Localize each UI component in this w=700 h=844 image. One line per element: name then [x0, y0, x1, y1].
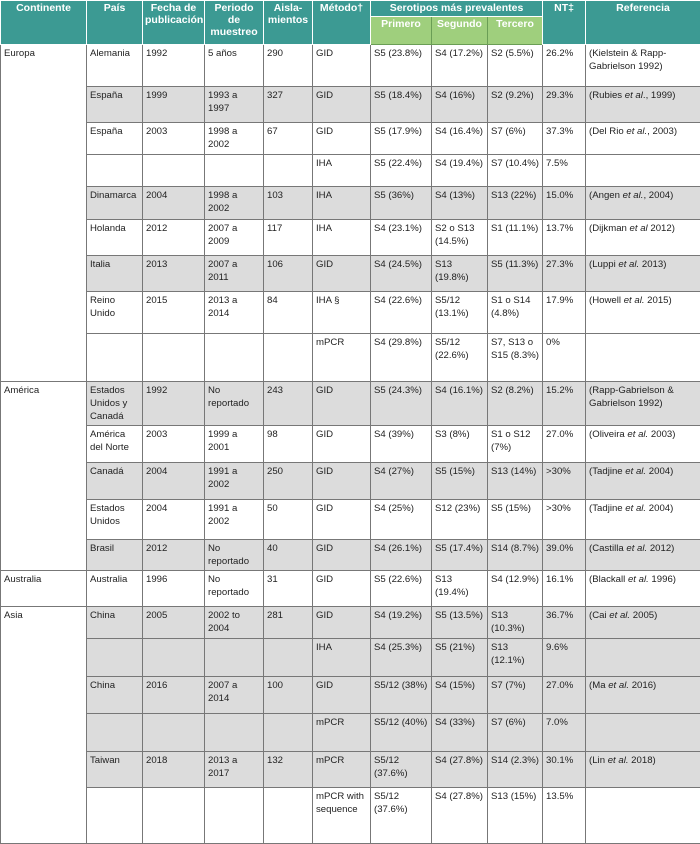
- cell-referencia: [586, 639, 700, 677]
- cell-primero: S5 (36%): [371, 187, 432, 220]
- cell-metodo: GID: [313, 426, 371, 463]
- cell-referencia: (Blackall et al. 1996): [586, 571, 700, 607]
- cell-aislamientos: 100: [264, 677, 313, 714]
- cell-segundo: S4 (19.4%): [432, 155, 488, 187]
- cell-pais: [87, 714, 143, 752]
- cell-periodo: No reportado: [205, 540, 264, 571]
- cell-referencia: (Kielstein & Rapp-Gabrielson 1992): [586, 45, 700, 87]
- cell-primero: S5/12 (40%): [371, 714, 432, 752]
- cell-periodo: 1991 a 2002: [205, 463, 264, 500]
- cell-pais: Italia: [87, 256, 143, 292]
- cell-periodo: 2013 a 2017: [205, 752, 264, 788]
- cell-tercero: S7 (6%): [488, 714, 543, 752]
- cell-fecha: 2004: [143, 463, 205, 500]
- cell-primero: S4 (25.3%): [371, 639, 432, 677]
- cell-primero: S4 (26.1%): [371, 540, 432, 571]
- cell-primero: S5 (23.8%): [371, 45, 432, 87]
- cell-segundo: S5 (21%): [432, 639, 488, 677]
- header-periodo: Periodo de muestreo: [205, 1, 264, 45]
- cell-fecha: 2016: [143, 677, 205, 714]
- cell-referencia: (Oliveira et al. 2003): [586, 426, 700, 463]
- cell-nt: 13.5%: [543, 788, 586, 844]
- cell-aislamientos: 50: [264, 500, 313, 540]
- cell-metodo: IHA §: [313, 292, 371, 334]
- cell-nt: 15.0%: [543, 187, 586, 220]
- cell-tercero: S14 (2.3%): [488, 752, 543, 788]
- cell-periodo: No reportado: [205, 382, 264, 426]
- cell-segundo: S5 (13.5%): [432, 607, 488, 639]
- cell-pais: [87, 788, 143, 844]
- cell-fecha: 2005: [143, 607, 205, 639]
- header-referencia: Referencia: [586, 1, 700, 45]
- cell-fecha: [143, 788, 205, 844]
- cell-tercero: S2 (5.5%): [488, 45, 543, 87]
- cell-tercero: S14 (8.7%): [488, 540, 543, 571]
- cell-segundo: S5/12 (13.1%): [432, 292, 488, 334]
- cell-referencia: (Howell et al. 2015): [586, 292, 700, 334]
- cell-aislamientos: 103: [264, 187, 313, 220]
- cell-segundo: S5 (17.4%): [432, 540, 488, 571]
- cell-referencia: [586, 155, 700, 187]
- cell-nt: 7.5%: [543, 155, 586, 187]
- cell-periodo: 5 años: [205, 45, 264, 87]
- cell-fecha: 2003: [143, 123, 205, 155]
- cell-metodo: mPCR with sequence: [313, 788, 371, 844]
- cell-primero: S5/12 (37.6%): [371, 788, 432, 844]
- cell-fecha: [143, 334, 205, 382]
- cell-segundo: S13 (19.4%): [432, 571, 488, 607]
- cell-segundo: S4 (13%): [432, 187, 488, 220]
- cell-metodo: mPCR: [313, 752, 371, 788]
- cell-fecha: [143, 639, 205, 677]
- cell-metodo: GID: [313, 677, 371, 714]
- cell-primero: S4 (22.6%): [371, 292, 432, 334]
- cell-tercero: S7 (7%): [488, 677, 543, 714]
- cell-metodo: IHA: [313, 187, 371, 220]
- cell-referencia: [586, 788, 700, 844]
- cell-aislamientos: 132: [264, 752, 313, 788]
- cell-periodo: [205, 155, 264, 187]
- cell-segundo: S4 (15%): [432, 677, 488, 714]
- cell-aislamientos: 327: [264, 87, 313, 123]
- cell-referencia: (Angen et al., 2004): [586, 187, 700, 220]
- cell-aislamientos: 117: [264, 220, 313, 256]
- cell-tercero: S13 (22%): [488, 187, 543, 220]
- cell-primero: S5 (22.4%): [371, 155, 432, 187]
- cell-metodo: IHA: [313, 639, 371, 677]
- cell-periodo: [205, 788, 264, 844]
- cell-metodo: GID: [313, 45, 371, 87]
- header-segundo: Segundo: [432, 17, 488, 45]
- cell-nt: 30.1%: [543, 752, 586, 788]
- cell-metodo: GID: [313, 540, 371, 571]
- cell-nt: 0%: [543, 334, 586, 382]
- cell-nt: 27.3%: [543, 256, 586, 292]
- cell-tercero: S4 (12.9%): [488, 571, 543, 607]
- cell-pais: América del Norte: [87, 426, 143, 463]
- cell-metodo: GID: [313, 571, 371, 607]
- cell-fecha: 1992: [143, 382, 205, 426]
- cell-periodo: No reportado: [205, 571, 264, 607]
- cell-segundo: S12 (23%): [432, 500, 488, 540]
- cell-metodo: GID: [313, 500, 371, 540]
- cell-tercero: S1 o S14 (4.8%): [488, 292, 543, 334]
- cell-referencia: (Ma et al. 2016): [586, 677, 700, 714]
- cell-metodo: GID: [313, 87, 371, 123]
- cell-aislamientos: [264, 334, 313, 382]
- cell-periodo: [205, 714, 264, 752]
- cell-pais: Holanda: [87, 220, 143, 256]
- cell-segundo: S4 (16.4%): [432, 123, 488, 155]
- cell-metodo: GID: [313, 607, 371, 639]
- cell-primero: S5 (22.6%): [371, 571, 432, 607]
- cell-pais: China: [87, 677, 143, 714]
- cell-pais: Estados Unidos y Canadá: [87, 382, 143, 426]
- cell-fecha: 2012: [143, 540, 205, 571]
- cell-aislamientos: 281: [264, 607, 313, 639]
- cell-segundo: S2 o S13 (14.5%): [432, 220, 488, 256]
- cell-fecha: 2012: [143, 220, 205, 256]
- cell-fecha: 2004: [143, 187, 205, 220]
- cell-primero: S4 (39%): [371, 426, 432, 463]
- cell-primero: S4 (29.8%): [371, 334, 432, 382]
- cell-segundo: S4 (16.1%): [432, 382, 488, 426]
- cell-aislamientos: [264, 639, 313, 677]
- cell-metodo: GID: [313, 382, 371, 426]
- cell-aislamientos: 243: [264, 382, 313, 426]
- cell-pais: España: [87, 123, 143, 155]
- cell-aislamientos: [264, 714, 313, 752]
- cell-primero: S4 (25%): [371, 500, 432, 540]
- cell-metodo: mPCR: [313, 714, 371, 752]
- cell-metodo: GID: [313, 463, 371, 500]
- header-pais: País: [87, 1, 143, 45]
- cell-referencia: [586, 714, 700, 752]
- cell-tercero: S13 (15%): [488, 788, 543, 844]
- cell-nt: 27.0%: [543, 426, 586, 463]
- cell-tercero: S2 (9.2%): [488, 87, 543, 123]
- cell-periodo: 2007 a 2014: [205, 677, 264, 714]
- cell-nt: 13.7%: [543, 220, 586, 256]
- continent-cell: América: [1, 382, 87, 571]
- cell-tercero: S13 (10.3%): [488, 607, 543, 639]
- cell-fecha: 2004: [143, 500, 205, 540]
- cell-fecha: 1999: [143, 87, 205, 123]
- cell-referencia: (Luppi et al. 2013): [586, 256, 700, 292]
- cell-metodo: IHA: [313, 220, 371, 256]
- cell-pais: [87, 334, 143, 382]
- cell-nt: 36.7%: [543, 607, 586, 639]
- cell-periodo: 1998 a 2002: [205, 187, 264, 220]
- cell-segundo: S4 (17.2%): [432, 45, 488, 87]
- continent-cell: Europa: [1, 45, 87, 382]
- cell-nt: 29.3%: [543, 87, 586, 123]
- cell-aislamientos: 84: [264, 292, 313, 334]
- cell-aislamientos: 98: [264, 426, 313, 463]
- header-serotipos: Serotipos más prevalentes: [371, 1, 543, 17]
- cell-metodo: GID: [313, 256, 371, 292]
- cell-aislamientos: [264, 788, 313, 844]
- cell-referencia: (Lin et al. 2018): [586, 752, 700, 788]
- cell-primero: S4 (24.5%): [371, 256, 432, 292]
- cell-fecha: 2013: [143, 256, 205, 292]
- cell-referencia: (Tadjine et al. 2004): [586, 500, 700, 540]
- cell-periodo: 1998 a 2002: [205, 123, 264, 155]
- cell-nt: 15.2%: [543, 382, 586, 426]
- cell-nt: >30%: [543, 463, 586, 500]
- cell-primero: S5 (18.4%): [371, 87, 432, 123]
- cell-pais: [87, 639, 143, 677]
- cell-periodo: 1993 a 1997: [205, 87, 264, 123]
- cell-aislamientos: 290: [264, 45, 313, 87]
- cell-nt: 7.0%: [543, 714, 586, 752]
- cell-nt: 39.0%: [543, 540, 586, 571]
- cell-primero: S5 (24.3%): [371, 382, 432, 426]
- cell-primero: S4 (23.1%): [371, 220, 432, 256]
- cell-tercero: S1 (11.1%): [488, 220, 543, 256]
- cell-tercero: S1 o S12 (7%): [488, 426, 543, 463]
- cell-metodo: mPCR: [313, 334, 371, 382]
- cell-nt: 17.9%: [543, 292, 586, 334]
- cell-segundo: S5 (15%): [432, 463, 488, 500]
- cell-tercero: S7 (10.4%): [488, 155, 543, 187]
- header-fecha: Fecha de publicación: [143, 1, 205, 45]
- cell-primero: S5 (17.9%): [371, 123, 432, 155]
- cell-periodo: 1991 a 2002: [205, 500, 264, 540]
- cell-pais: Alemania: [87, 45, 143, 87]
- cell-periodo: 2002 to 2004: [205, 607, 264, 639]
- cell-referencia: [586, 334, 700, 382]
- header-tercero: Tercero: [488, 17, 543, 45]
- cell-tercero: S2 (8.2%): [488, 382, 543, 426]
- cell-periodo: 2013 a 2014: [205, 292, 264, 334]
- cell-fecha: 2015: [143, 292, 205, 334]
- continent-cell: Asia: [1, 607, 87, 844]
- cell-referencia: (Cai et al. 2005): [586, 607, 700, 639]
- cell-pais: Dinamarca: [87, 187, 143, 220]
- cell-referencia: (Tadjine et al. 2004): [586, 463, 700, 500]
- cell-pais: Estados Unidos: [87, 500, 143, 540]
- header-primero: Primero: [371, 17, 432, 45]
- cell-referencia: (Rubies et al., 1999): [586, 87, 700, 123]
- cell-nt: 16.1%: [543, 571, 586, 607]
- cell-segundo: S4 (27.8%): [432, 788, 488, 844]
- cell-nt: 37.3%: [543, 123, 586, 155]
- cell-primero: S5/12 (38%): [371, 677, 432, 714]
- cell-nt: 9.6%: [543, 639, 586, 677]
- cell-fecha: 1996: [143, 571, 205, 607]
- cell-nt: 26.2%: [543, 45, 586, 87]
- cell-primero: S4 (27%): [371, 463, 432, 500]
- cell-tercero: S7 (6%): [488, 123, 543, 155]
- cell-pais: China: [87, 607, 143, 639]
- cell-aislamientos: 31: [264, 571, 313, 607]
- cell-referencia: (Del Rio et al., 2003): [586, 123, 700, 155]
- cell-referencia: (Dijkman et al 2012): [586, 220, 700, 256]
- cell-tercero: S5 (11.3%): [488, 256, 543, 292]
- cell-nt: 27.0%: [543, 677, 586, 714]
- header-aislamientos: Aisla-mientos: [264, 1, 313, 45]
- cell-periodo: 1999 a 2001: [205, 426, 264, 463]
- cell-pais: Brasil: [87, 540, 143, 571]
- cell-segundo: S13 (19.8%): [432, 256, 488, 292]
- cell-fecha: 2018: [143, 752, 205, 788]
- cell-segundo: S3 (8%): [432, 426, 488, 463]
- cell-metodo: IHA: [313, 155, 371, 187]
- cell-aislamientos: 106: [264, 256, 313, 292]
- cell-tercero: S13 (12.1%): [488, 639, 543, 677]
- cell-metodo: GID: [313, 123, 371, 155]
- cell-segundo: S4 (27.8%): [432, 752, 488, 788]
- cell-fecha: 2003: [143, 426, 205, 463]
- header-continente: Continente: [1, 1, 87, 45]
- cell-tercero: S7, S13 o S15 (8.3%): [488, 334, 543, 382]
- cell-nt: >30%: [543, 500, 586, 540]
- cell-periodo: [205, 639, 264, 677]
- cell-referencia: (Castilla et al. 2012): [586, 540, 700, 571]
- cell-pais: España: [87, 87, 143, 123]
- cell-periodo: 2007 a 2011: [205, 256, 264, 292]
- header-metodo: Método†: [313, 1, 371, 45]
- cell-periodo: [205, 334, 264, 382]
- cell-segundo: S4 (16%): [432, 87, 488, 123]
- cell-segundo: S4 (33%): [432, 714, 488, 752]
- cell-aislamientos: 67: [264, 123, 313, 155]
- cell-pais: Canadá: [87, 463, 143, 500]
- continent-cell: Australia: [1, 571, 87, 607]
- cell-pais: Taiwan: [87, 752, 143, 788]
- cell-fecha: 1992: [143, 45, 205, 87]
- cell-tercero: S5 (15%): [488, 500, 543, 540]
- cell-primero: S5/12 (37.6%): [371, 752, 432, 788]
- cell-aislamientos: [264, 155, 313, 187]
- cell-segundo: S5/12 (22.6%): [432, 334, 488, 382]
- cell-aislamientos: 40: [264, 540, 313, 571]
- cell-fecha: [143, 155, 205, 187]
- header-nt: NT‡: [543, 1, 586, 45]
- cell-fecha: [143, 714, 205, 752]
- cell-tercero: S13 (14%): [488, 463, 543, 500]
- cell-pais: Australia: [87, 571, 143, 607]
- cell-primero: S4 (19.2%): [371, 607, 432, 639]
- cell-aislamientos: 250: [264, 463, 313, 500]
- cell-pais: [87, 155, 143, 187]
- cell-pais: Reino Unido: [87, 292, 143, 334]
- cell-referencia: (Rapp-Gabrielson & Gabrielson 1992): [586, 382, 700, 426]
- cell-periodo: 2007 a 2009: [205, 220, 264, 256]
